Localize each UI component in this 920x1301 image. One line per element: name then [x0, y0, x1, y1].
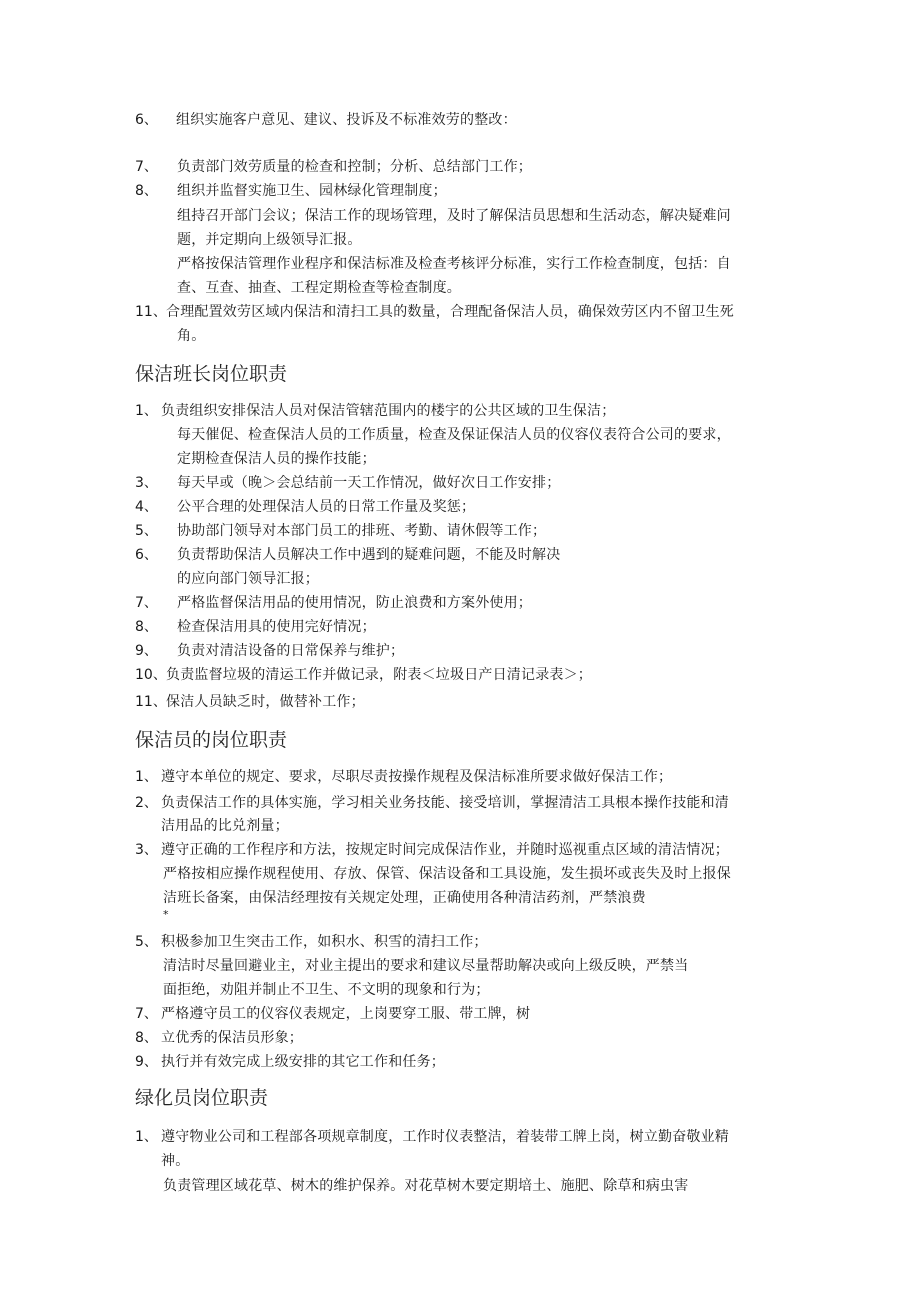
- list-item-text: 负责监督垃圾的清运工作并做记录，附表＜垃圾日产日清记录表＞；: [166, 667, 592, 683]
- list-item-text: 的应向部门领导汇报；: [177, 571, 319, 587]
- item-number: 8、: [135, 619, 158, 635]
- list-item-text: 题，并定期向上级领导汇报。: [177, 232, 362, 248]
- list-item-text: 严格按保洁管理作业程序和保洁标准及检查考核评分标准，实行工作检查制度，包括：自: [177, 256, 731, 272]
- list-item-text: 严格按相应操作规程使用、存放、保管、保洁设备和工具设施，发生损坏或丧失及时上报保: [163, 866, 731, 882]
- item-number: 6、: [135, 547, 158, 563]
- item-number: 7、: [135, 1006, 158, 1022]
- list-item-text: 严格监督保洁用品的使用情况，防止浪费和方案外使用；: [177, 595, 532, 611]
- list-item-text: 定期检查保洁人员的操作技能；: [177, 451, 376, 467]
- list-item-text: 遵守本单位的规定、要求，尽职尽责按操作规程及保洁标准所要求做好保洁工作；: [161, 769, 673, 785]
- list-item-text: 组织并监督实施卫生、园林绿化管理制度；: [177, 183, 447, 199]
- list-item-text: 协助部门领导对本部门员工的排班、考勤、请休假等工作；: [177, 523, 547, 539]
- list-item-text: 查、互查、抽查、工程定期检查等检查制度。: [177, 280, 461, 296]
- list-item-text: 每天催促、检查保洁人员的工作质量，检查及保证保洁人员的仪容仪表符合公司的要求，: [177, 427, 731, 443]
- list-item-text: 负责部门效劳质量的检查和控制；分析、总结部门工作；: [177, 159, 532, 175]
- list-item-text: 神。: [161, 1153, 190, 1169]
- list-item-text: 积极参加卫生突击工作，如积水、积雪的清扫工作；: [161, 934, 488, 950]
- item-number: 7、: [135, 595, 158, 611]
- list-item-text: 负责保洁工作的具体实施，学习相关业务技能、接受培训，掌握清洁工具根本操作技能和清: [161, 795, 729, 811]
- list-item-text: *: [163, 908, 169, 921]
- item-number: 1、: [135, 403, 158, 419]
- list-item-text: 负责帮助保洁人员解决工作中遇到的疑难问题，不能及时解决: [177, 547, 561, 563]
- item-number: 11、: [135, 304, 167, 320]
- list-item-text: 公平合理的处理保洁人员的日常工作量及奖惩；: [177, 499, 476, 515]
- list-item-text: 遵守物业公司和工程部各项规章制度，工作时仪表整洁，着装带工牌上岗，树立勤奋敬业精: [161, 1129, 729, 1145]
- list-item-text: 保洁人员缺乏时，做替补工作；: [166, 694, 365, 710]
- list-item-text: 合理配置效劳区域内保洁和清扫工具的数量，合理配备保洁人员，确保效劳区内不留卫生死: [166, 304, 734, 320]
- list-item-text: 洁班长备案，由保洁经理按有关规定处理，正确使用各种清洁药剂，严禁浪费: [163, 890, 646, 906]
- item-number: 5、: [135, 523, 158, 539]
- item-number: 1、: [135, 769, 158, 785]
- item-number: 8、: [135, 1030, 158, 1046]
- list-item-text: 清洁时尽量回避业主，对业主提出的要求和建议尽量帮助解决或向上级反映，严禁当: [163, 958, 689, 974]
- list-item-text: 组持召开部门会议；保洁工作的现场管理，及时了解保洁员思想和生活动态，解决疑难问: [177, 208, 731, 224]
- item-number: 6、: [135, 112, 158, 128]
- list-item-text: 每天早或（晚＞会总结前一天工作情况，做好次日工作安排；: [177, 475, 561, 491]
- item-number: 1、: [135, 1129, 158, 1145]
- list-item-text: 负责管理区域花草、树木的维护保养。对花草树木要定期培土、施肥、除草和病虫害: [163, 1178, 689, 1194]
- item-number: 9、: [135, 643, 158, 659]
- list-item-text: 严格遵守员工的仪容仪表规定，上岗要穿工服、带工牌，树: [161, 1006, 531, 1022]
- item-number: 3、: [135, 475, 158, 491]
- item-number: 10、: [135, 667, 167, 683]
- item-number: 2、: [135, 795, 158, 811]
- section-heading: 保洁班长岗位职责: [135, 363, 288, 385]
- list-item-text: 负责组织安排保洁人员对保洁管辖范围内的楼宇的公共区域的卫生保洁；: [161, 403, 616, 419]
- list-item-text: 组织实施客户意见、建议、投诉及不标准效劳的整改：: [176, 112, 517, 128]
- list-item-text: 检查保洁用具的使用完好情况；: [177, 619, 376, 635]
- item-number: 3、: [135, 842, 158, 858]
- list-item-text: 遵守正确的工作程序和方法，按规定时间完成保洁作业，并随时巡视重点区域的清洁情况；: [161, 842, 729, 858]
- item-number: 8、: [135, 183, 158, 199]
- list-item-text: 角。: [177, 328, 206, 344]
- item-number: 5、: [135, 934, 158, 950]
- section-heading: 绿化员岗位职责: [135, 1087, 269, 1109]
- section-heading: 保洁员的岗位职责: [135, 729, 288, 751]
- item-number: 11、: [135, 694, 167, 710]
- list-item-text: 执行并有效完成上级安排的其它工作和任务；: [161, 1054, 445, 1070]
- item-number: 7、: [135, 159, 158, 175]
- list-item-text: 立优秀的保洁员形象；: [161, 1030, 303, 1046]
- list-item-text: 负责对清洁设备的日常保养与维护；: [177, 643, 405, 659]
- item-number: 9、: [135, 1054, 158, 1070]
- list-item-text: 面拒绝，劝阻并制止不卫生、不文明的现象和行为；: [163, 982, 490, 998]
- item-number: 4、: [135, 499, 158, 515]
- list-item-text: 洁用品的比兑剂量；: [161, 818, 289, 834]
